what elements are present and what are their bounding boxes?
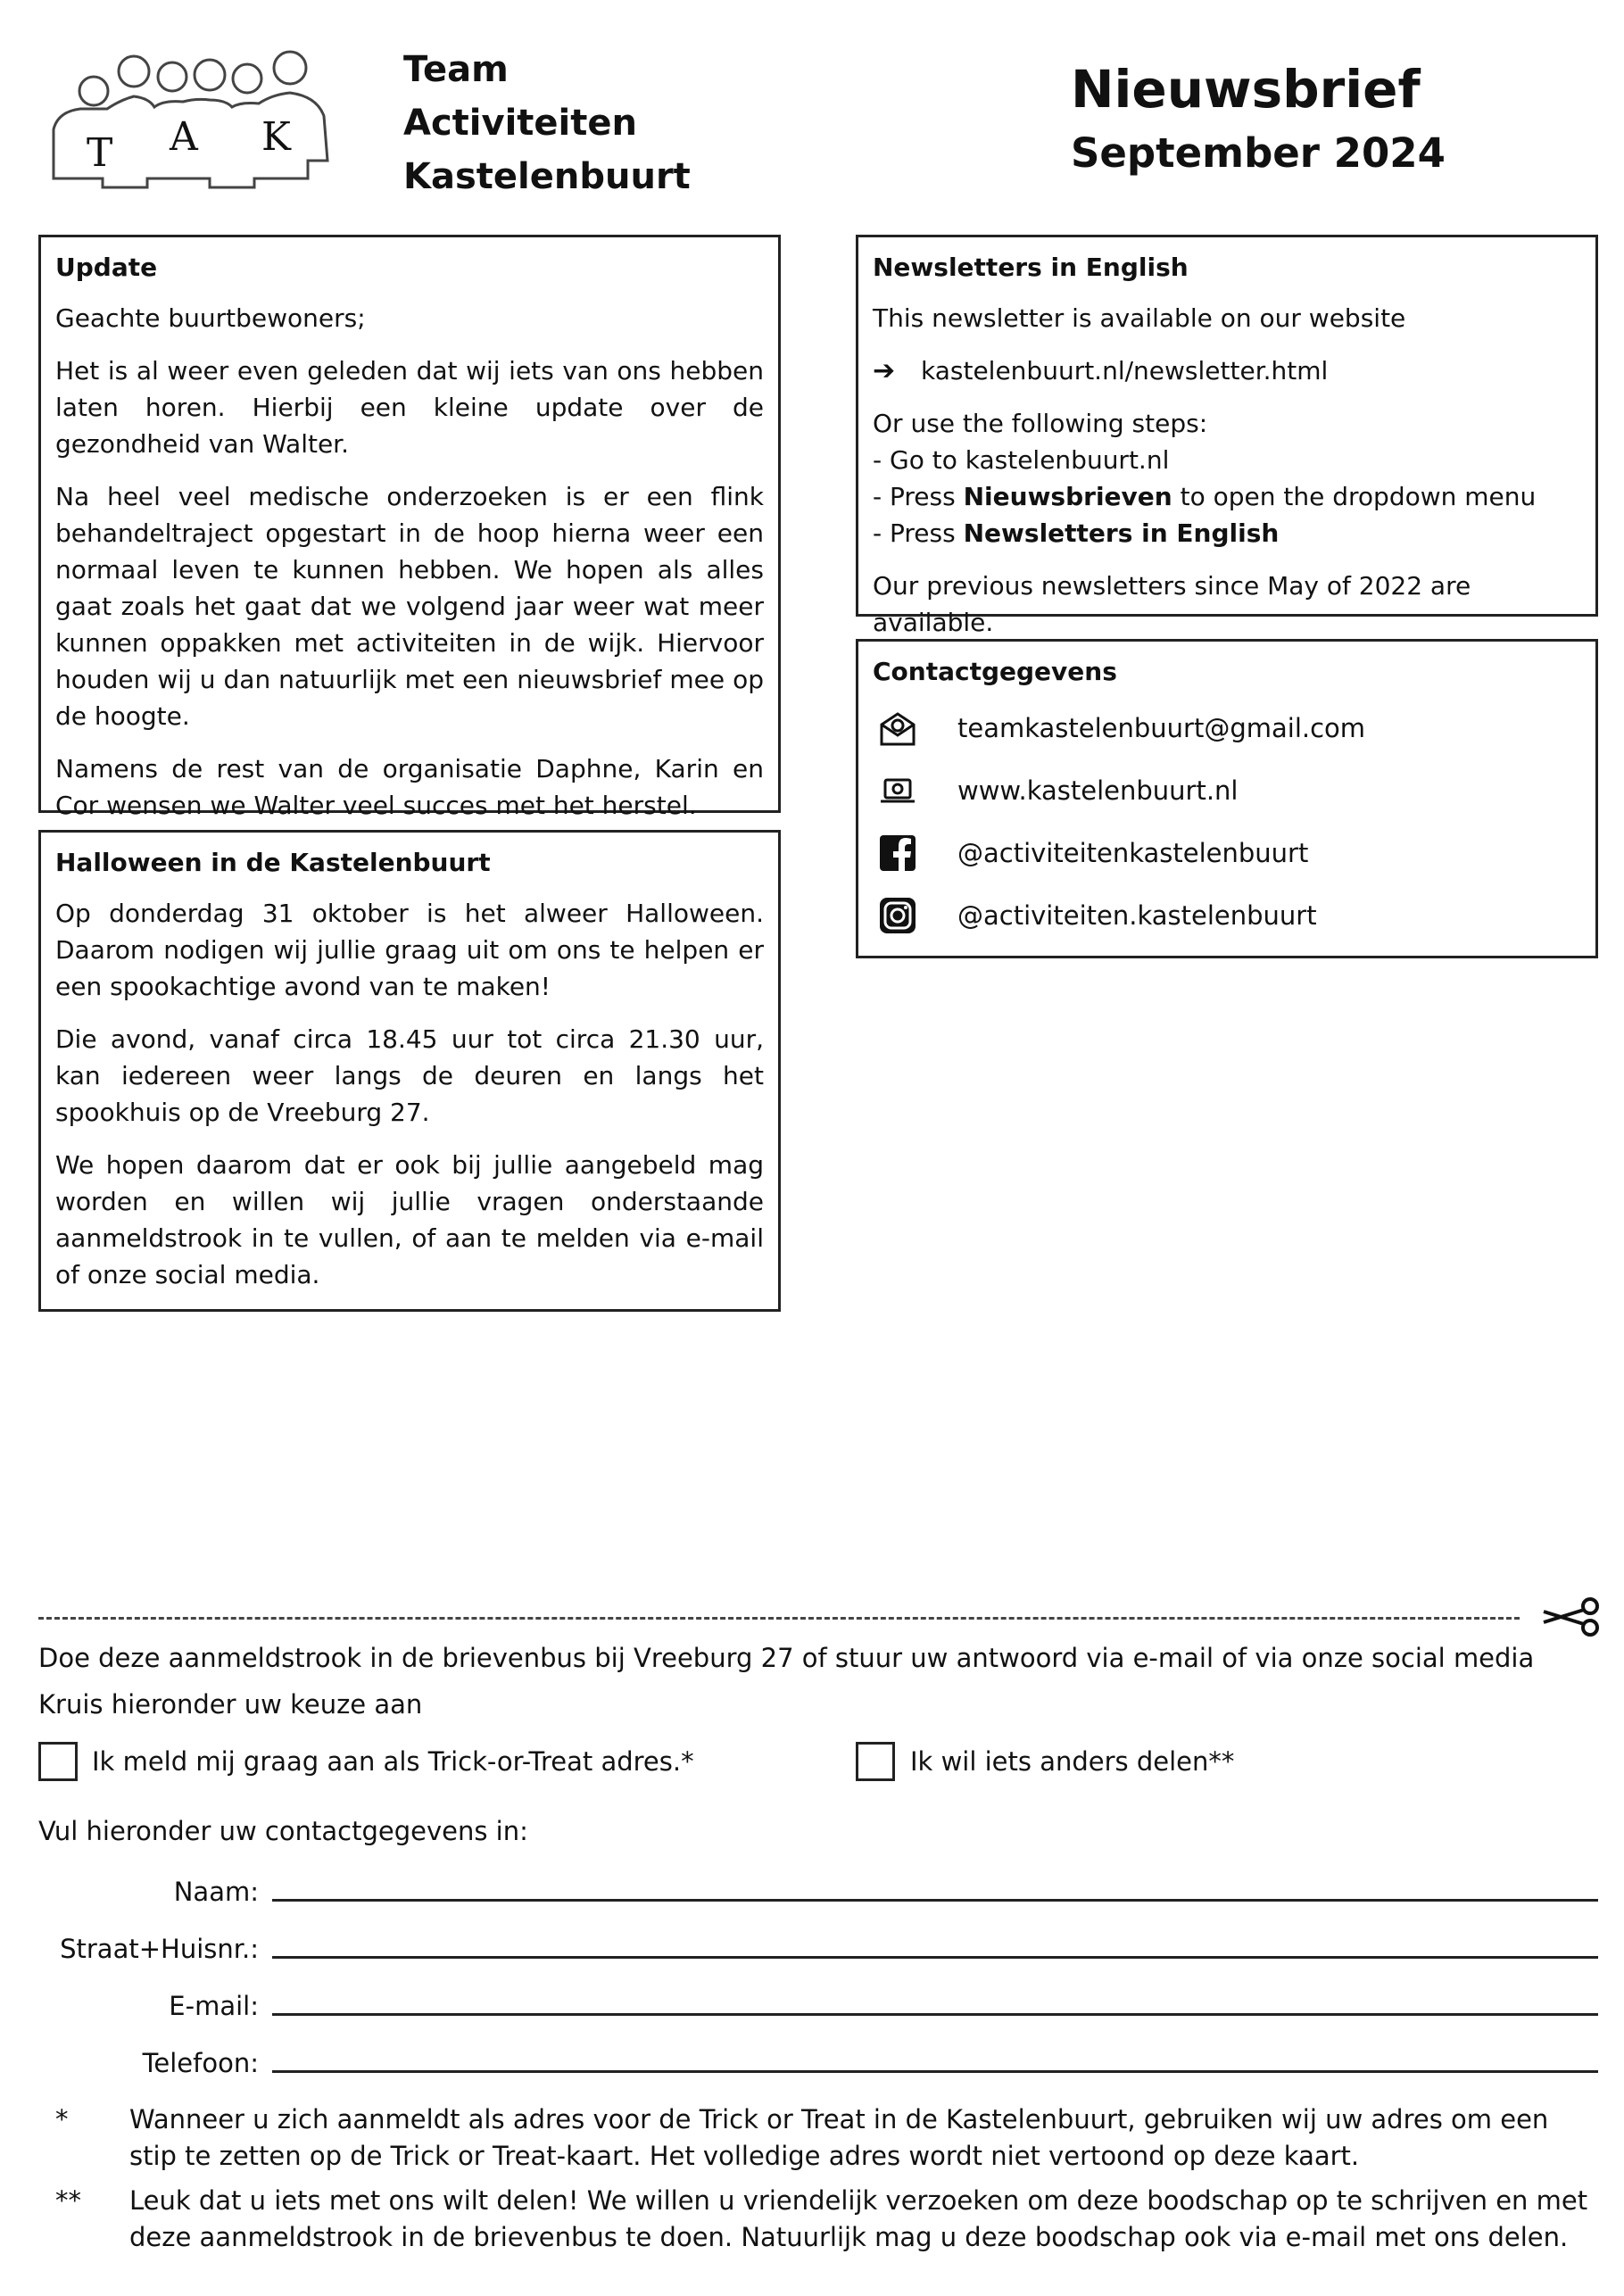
newsletter-title: Nieuwsbrief: [1071, 59, 1421, 120]
step-2-bold: Nieuwsbrieven: [963, 482, 1172, 511]
instagram-icon: [878, 896, 917, 935]
mail-icon: [878, 709, 917, 748]
footnote-1: Wanneer u zich aanmeldt als adres voor de Trick or Treat in de Kastelenbuurt, gebruiken wij uw adres om een stip te zetten op de Trick or Treat-kaart. Het volledige adres wordt niet vertoond op deze kaart.: [129, 2104, 1549, 2171]
org-line-3: Kastelenbuurt: [403, 156, 691, 197]
contact-instagram[interactable]: [873, 884, 1581, 947]
update-heading: Update: [55, 253, 158, 282]
update-paragraph: Namens de rest van de organisatie Daphne, Karin en Cor wensen we Walter veel succes met het herstel.: [55, 754, 764, 820]
cut-line: [38, 1617, 1520, 1620]
organization-name: [403, 43, 691, 203]
steps-intro: Or use the following steps:: [873, 409, 1208, 438]
step-2-suffix: to open the dropdown menu: [1172, 482, 1537, 511]
checkbox-share-other[interactable]: [856, 1742, 895, 1781]
tak-logo: [49, 45, 335, 196]
footnote-2-mark: **: [55, 2185, 81, 2216]
halloween-heading: Halloween in de Kastelenbuurt: [55, 848, 491, 877]
step-2: [873, 478, 1581, 515]
logo-letter-t: T: [87, 130, 113, 176]
slip-choose: Kruis hieronder uw keuze aan: [38, 1689, 423, 1720]
field-label-phone: Telefoon:: [142, 2048, 259, 2078]
halloween-paragraph: We hopen daarom dat er ook bij jullie aangebeld mag worden en willen wij jullie vragen onderstaande aanmeldstrook in te vullen, of aan te melden via e-mail of onze social media.: [55, 1150, 764, 1289]
contact-email[interactable]: [873, 697, 1581, 759]
update-paragraph: Het is al weer even geleden dat wij iets van ons hebben laten horen. Hierbij een kleine update over de gezondheid van Walter.: [55, 356, 764, 459]
english-newsletter-section: [856, 235, 1598, 637]
step-3: [873, 515, 1581, 551]
contact-website[interactable]: [873, 759, 1581, 822]
contact-facebook-text: @activiteitenkastelenbuurt: [957, 837, 1309, 868]
halloween-paragraph: Die avond, vanaf circa 18.45 uur tot circa 21.30 uur, kan iedereen weer langs de deuren en langs het spookhuis op de Vreeburg 27.: [55, 1024, 764, 1127]
facebook-icon: [878, 833, 917, 873]
step-3-bold: Newsletters in English: [963, 518, 1280, 548]
step-2-prefix: - Press: [873, 482, 964, 511]
laptop-icon: [878, 771, 917, 810]
halloween-paragraph: Op donderdag 31 oktober is het alweer Halloween. Daarom nodigen wij jullie graag uit om ons te helpen er een spookachtige avond van te maken!: [55, 899, 764, 1001]
english-intro: This newsletter is available on our website: [873, 303, 1406, 333]
contact-website-text: www.kastelenbuurt.nl: [957, 775, 1239, 806]
newsletter-date: September 2024: [1071, 129, 1446, 177]
logo-letter-a: A: [170, 114, 198, 160]
field-label-address: Straat+Huisnr.:: [60, 1934, 259, 1964]
org-line-2: Activiteiten: [403, 103, 637, 144]
field-label-email: E-mail:: [169, 1991, 259, 2021]
footnote-2: Leuk dat u iets met ons wilt delen! We willen u vriendelijk verzoeken om deze boodschap op te schrijven en met deze aanmeldstrook in de brievenbus te doen. Natuurlijk mag u deze boodschap ook via e-mail met ons delen.: [129, 2185, 1588, 2252]
slip-instruction: Doe deze aanmeldstrook in de brievenbus bij Vreeburg 27 of stuur uw antwoord via e-mail of via onze social media: [38, 1643, 1535, 1673]
logo-letter-k: K: [261, 114, 291, 160]
step-1: - Go to kastelenbuurt.nl: [873, 445, 1170, 475]
english-link-row: [873, 352, 1581, 389]
english-heading: Newsletters in English: [873, 253, 1189, 282]
address-field[interactable]: [272, 1956, 1598, 1959]
step-3-prefix: - Press: [873, 518, 964, 548]
slip-fill-in: Vul hieronder uw contactgegevens in:: [38, 1816, 528, 1846]
field-label-name: Naam:: [173, 1877, 259, 1907]
contact-instagram-text: @activiteiten.kastelenbuurt: [957, 899, 1317, 931]
contact-email-text: teamkastelenbuurt@gmail.com: [957, 712, 1366, 743]
update-section: [38, 235, 781, 820]
english-footer: Our previous newsletters since May of 2022 are available.: [873, 571, 1471, 637]
footnote-1-mark: *: [55, 2104, 69, 2134]
halloween-section: [38, 830, 781, 1312]
update-greeting: Geachte buurtbewoners;: [55, 303, 366, 333]
name-field[interactable]: [272, 1899, 1598, 1902]
checkbox-share-other-label: Ik wil iets anders delen**: [910, 1746, 1235, 1777]
contact-section: [856, 639, 1598, 958]
checkbox-trick-or-treat[interactable]: [38, 1742, 78, 1781]
english-newsletter-link[interactable]: kastelenbuurt.nl/newsletter.html: [921, 356, 1329, 385]
email-field[interactable]: [272, 2013, 1598, 2016]
arrow-right-icon: ➔: [873, 355, 896, 386]
contact-facebook[interactable]: [873, 822, 1581, 884]
update-paragraph: Na heel veel medische onderzoeken is er een flink behandeltraject opgestart in de hoop hierna weer een normaal leven te kunnen hebben. We hopen als alles gaat zoals het gaat dat we volgend jaar weer wat meer kunnen oppakken met activiteiten in de wijk. Hiervoor houden wij u dan natuurlijk met een nieuwsbrief mee op de hoogte.: [55, 482, 764, 731]
org-line-1: Team: [403, 49, 509, 90]
phone-field[interactable]: [272, 2070, 1598, 2073]
contact-heading: Contactgegevens: [873, 657, 1117, 686]
scissors-icon: [1540, 1596, 1603, 1638]
checkbox-trick-or-treat-label: Ik meld mij graag aan als Trick-or-Treat adres.*: [92, 1746, 694, 1777]
